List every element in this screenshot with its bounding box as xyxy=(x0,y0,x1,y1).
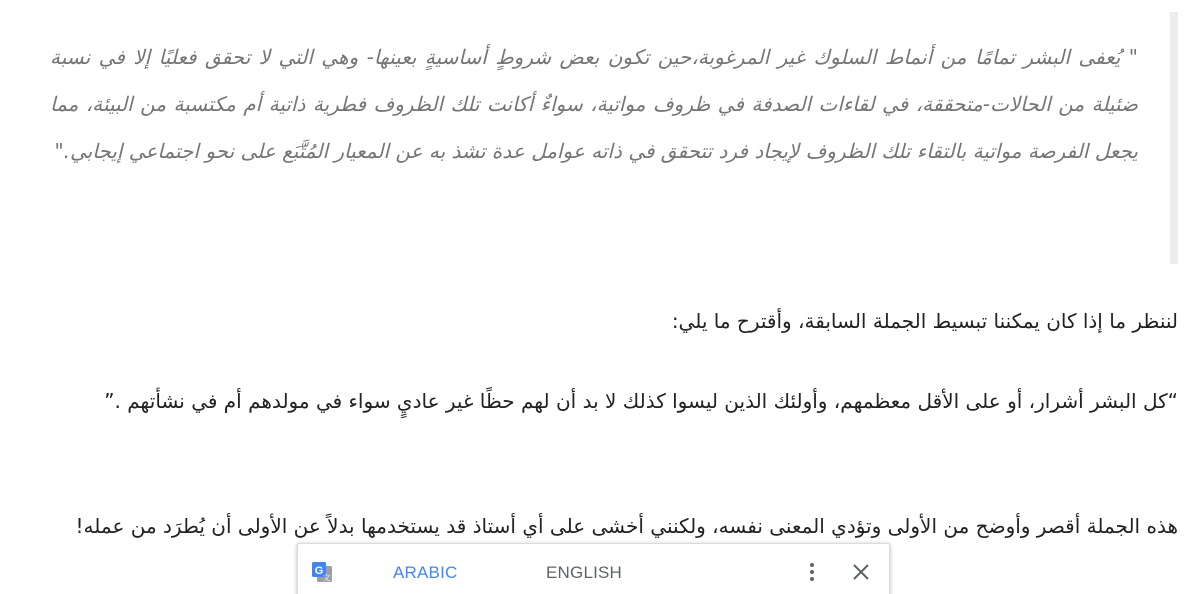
quote-text: " يُعفى البشر تمامًا من أنماط السلوك غير المرغوبة،حين تكون بعض شروطٍ أساسيةٍ بعينها- وهي التي لا تحقق فعليًا إلا في نسبة ضئيلة من الحالات-متحققة، في لقاءات الصدفة في ظروف مواتية، سواءٌ أكانت تلك الظروف فطرية ذاتية أم مكتسبة من البيئة، مما يجعل الفرصة مواتية بالتقاء تلك الظروف لإيجاد فرد تتحقق في ذاته عوامل عدة تشذ به عن المعيار المُتَّبَع على نحو اجتماعي إيجابي." xyxy=(50,45,1138,163)
tab-source-language[interactable]: ARABIC xyxy=(393,563,458,582)
paragraph-intro: لننظر ما إذا كان يمكننا تبسيط الجملة السابقة، وأقترح ما يلي: xyxy=(671,309,1178,333)
blockquote xyxy=(40,12,1178,264)
more-vertical-icon[interactable] xyxy=(800,560,824,584)
close-icon[interactable] xyxy=(850,561,872,583)
google-translate-icon xyxy=(310,560,334,584)
paragraph-conclusion: هذه الجملة أقصر وأوضح من الأولى وتؤدي المعنى نفسه، ولكنني أخشى على أي أستاذ قد يستخدمها بدلاً عن الأولى أن يُطرَد من عمله! xyxy=(75,514,1178,538)
svg-text:文: 文 xyxy=(322,573,331,583)
tab-target-language[interactable]: ENGLISH xyxy=(546,563,623,582)
translate-bar xyxy=(297,543,890,594)
svg-text:G: G xyxy=(314,565,324,577)
paragraph-simplified-quote: “كل البشر أشرار، أو على الأقل معظمهم، وأولئك الذين ليسوا كذلك لا بد أن لهم حظًا غير عاديٍ سواء في مولدهم أم في نشأتهم .” xyxy=(104,389,1178,413)
